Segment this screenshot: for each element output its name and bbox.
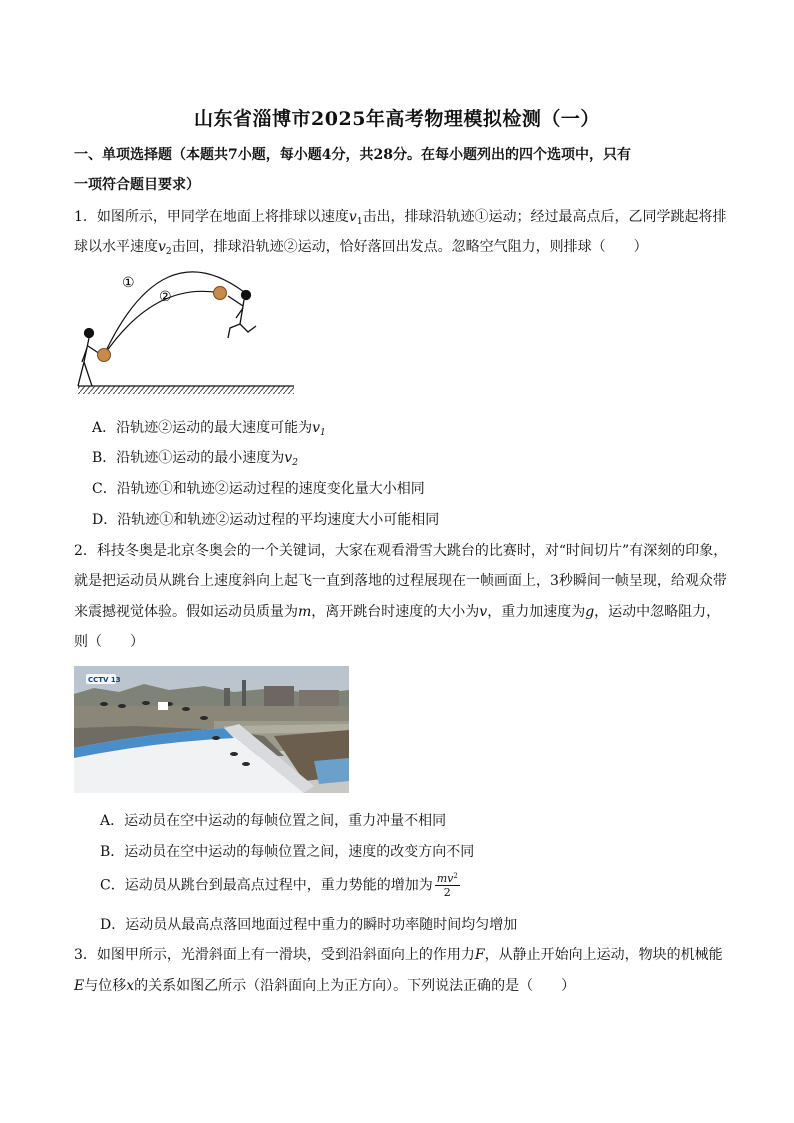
q2-option-d[interactable]: D．运动员从最高点落回地面过程中重力的瞬时功率随时间均匀增加 [100, 917, 518, 933]
fraction-mv2-over-2: $\frac{mv^2}{2}$ [436, 872, 458, 899]
ground-hatch [78, 386, 294, 394]
trajectory-label-1: ① [122, 275, 135, 291]
ball-hit [214, 287, 227, 300]
q1-option-c[interactable]: C．沿轨迹①和轨迹②运动过程的速度变化量大小相同 [92, 481, 425, 497]
q1-option-d[interactable]: D．沿轨迹①和轨迹②运动过程的平均速度大小可能相同 [92, 512, 440, 528]
page-title: 山东省淄博市2025年高考物理模拟检测（一） [194, 108, 600, 130]
q2-option-a[interactable]: A．运动员在空中运动的每帧位置之间，重力冲量不相同 [100, 813, 447, 829]
q1-stem-line2: 球以水平速度$v_2$击回，排球沿轨迹②运动，恰好落回出发点。忽略空气阻力，则排球（ ） [74, 239, 648, 257]
q1-stem-line1: 1．如图所示，甲同学在地面上将排球以速度$v_1$击出，排球沿轨迹①运动；经过最高点后，乙同学跳起将排 [74, 209, 727, 227]
q2-option-c[interactable]: C．运动员从跳台到最高点过程中，重力势能的增加为 $\frac{mv^2}{2}$ [100, 872, 458, 899]
q2-option-b[interactable]: B．运动员在空中运动的每帧位置之间，速度的改变方向不同 [100, 844, 475, 860]
flag [158, 702, 168, 710]
q2-stem-line2: 就是把运动员从跳台上速度斜向上起飞一直到落地的过程展现在一帧画面上，3秒瞬间一帧呈现，给观众带 [74, 573, 727, 589]
section-heading-line1: 一、单项选择题（本题共7小题，每小题4分，共28分。在每小题列出的四个选项中，只有 [74, 147, 631, 163]
q3-stem-line2: E与位移x的关系如图乙所示（沿斜面向上为正方向）。下列说法正确的是（ ） [74, 978, 576, 994]
volleyball-trajectory-figure [70, 266, 300, 406]
q2-stem-line3: 来震撼视觉体验。假如运动员质量为m，离开跳台时速度的大小为v，重力加速度为g，运动中忽略阻力， [74, 604, 721, 620]
q1-option-b[interactable]: B．沿轨迹①运动的最小速度为$v_2$ [92, 450, 298, 468]
q3-stem-line1: 3．如图甲所示，光滑斜面上有一滑块，受到沿斜面向上的作用力F，从静止开始向上运动，物块的机械能 [74, 947, 723, 963]
section-heading-line2: 一项符合题目要求） [74, 177, 200, 193]
q2-stem-line4: 则（ ） [74, 634, 144, 650]
player-jia [78, 329, 100, 387]
ski-jump-photo [74, 666, 349, 793]
q1-option-a[interactable]: A．沿轨迹②运动的最大速度可能为$v_1$ [92, 420, 326, 438]
q2-stem-line1: 2．科技冬奥是北京冬奥会的一个关键词，大家在观看滑雪大跳台的比赛时，对“时间切片”有深刻的印象， [74, 543, 728, 559]
tv-logo: CCTV 13 [88, 676, 121, 684]
player-yi [228, 291, 256, 339]
trajectory-label-2: ② [159, 289, 172, 305]
ball-start [98, 349, 111, 362]
